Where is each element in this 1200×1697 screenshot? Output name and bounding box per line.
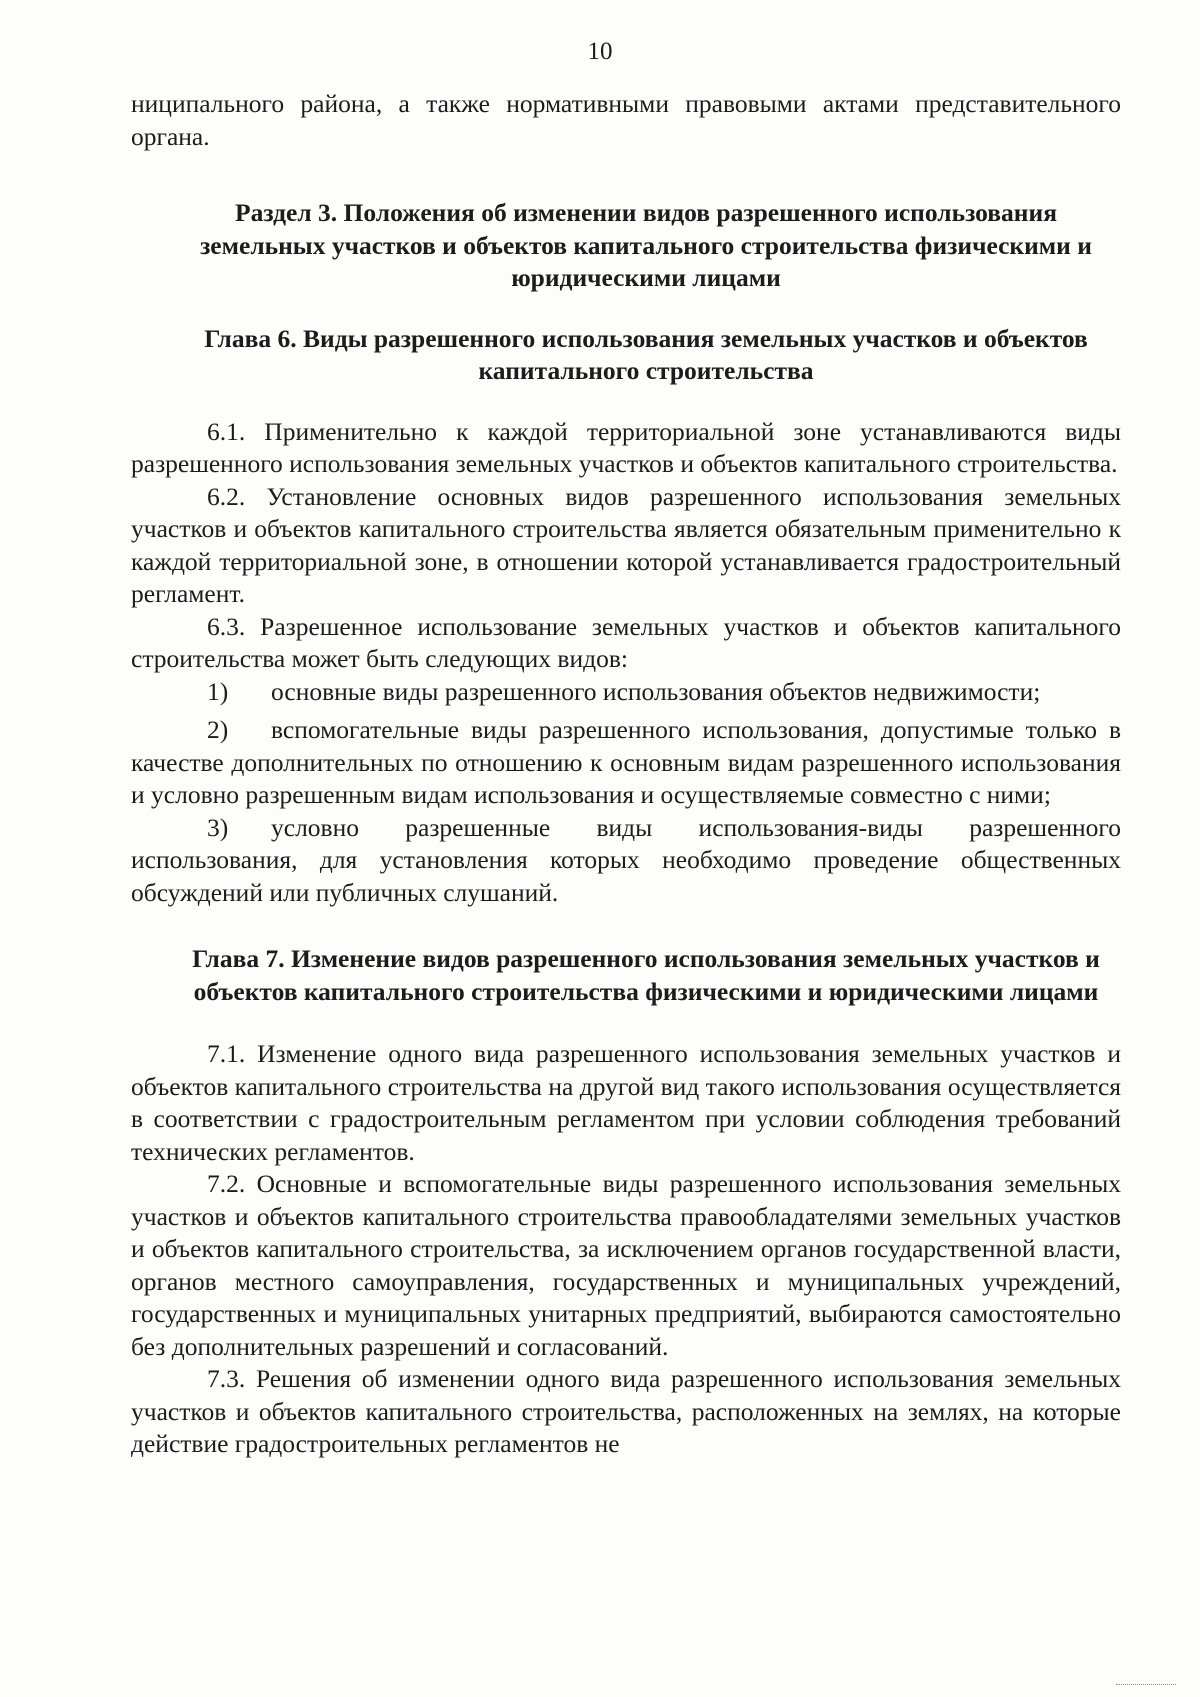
list-item-2 bbox=[131, 714, 1121, 812]
intro-paragraph: ниципального района, а также нормативными правовыми актами представительного органа. bbox=[131, 89, 1121, 151]
document-body bbox=[131, 88, 1121, 1461]
paragraph-6-3: 6.3. Разрешенное использование земельных участков и объектов капитального строительства может быть следующих видов: bbox=[131, 611, 1121, 673]
list-item-3 bbox=[131, 812, 1121, 910]
chapter-6-heading: Глава 6. Виды разрешенного использования земельных участков и объектов капитального строительства bbox=[204, 323, 1088, 385]
page-number: 10 bbox=[587, 38, 613, 65]
paragraph-6-2: 6.2. Установление основных видов разрешенного использования земельных участков и объектов капитального строительства является обязательным применительно к каждой территориальной зоне, в отношении которой устанавливается градостроительный регламент. bbox=[131, 481, 1121, 608]
paragraph-7-2: 7.2. Основные и вспомогательные виды разрешенного использования земельных участков и объектов капитального строительства правообладателями земельных участков и объектов капитального строительства, за исключением органов государственной власти, органов местного самоуправления, государственных и муниципальных учреждений, государственных и муниципальных унитарных предприятий, выбираются самостоятельно без дополнительных разрешений и согласований. bbox=[131, 1169, 1121, 1361]
list-item-text: условно разрешенные виды использования-виды разрешенного использования, для установления которых необходимо проведение общественных обсуждений или публичных слушаний. bbox=[131, 812, 1121, 907]
list-item-1 bbox=[131, 676, 1121, 709]
section-heading: Раздел 3. Положения об изменении видов разрешенного использования земельных участков и объектов капитального строительства физическими и юридическими лицами bbox=[200, 198, 1092, 292]
paragraph-7-3: 7.3. Решения об изменении одного вида разрешенного использования земельных участков и объектов капитального строительства, расположенных на землях, на которые действие градостроительных регламентов не bbox=[131, 1364, 1121, 1458]
paragraph-6-1: 6.1. Применительно к каждой территориальной зоне устанавливаются виды разрешенного использования земельных участков и объектов капитального строительства. bbox=[131, 416, 1121, 478]
chapter-7-heading: Глава 7. Изменение видов разрешенного использования земельных участков и объектов капитального строительства физическими и юридическими лицами bbox=[192, 944, 1100, 1006]
list-item-text: вспомогательные виды разрешенного использования, допустимые только в качестве дополнительных по отношению к основным видам разрешенного использования и условно разрешенным видам использования и осуществляемые совместно с ними; bbox=[131, 715, 1121, 809]
scan-artifact bbox=[1116, 1674, 1176, 1685]
list-item-number: 2) bbox=[207, 715, 229, 744]
paragraph-7-1: 7.1. Изменение одного вида разрешенного использования земельных участков и объектов капитального строительства на другой вид такого использования осуществляется в соответствии с градостроительным регламентом при условии соблюдения требований технических регламентов. bbox=[131, 1039, 1121, 1166]
list-item-text: основные виды разрешенного использования объектов недвижимости; bbox=[271, 676, 1041, 706]
list-item-number: 1) bbox=[207, 676, 229, 706]
list-item-number: 3) bbox=[207, 812, 229, 842]
